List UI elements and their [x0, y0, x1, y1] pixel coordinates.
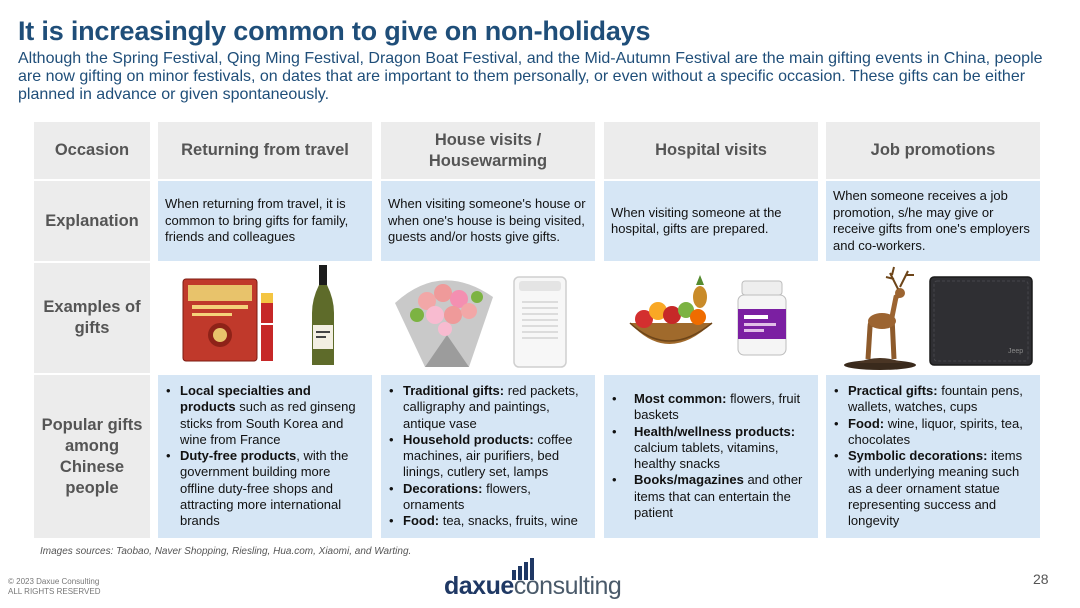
- list-item: • Decorations: flowers, ornaments: [387, 481, 589, 514]
- page-subtitle: Although the Spring Festival, Qing Ming Festival, Dragon Boat Festival, and the Mid-Autumn Festival are the main gifting events in China, people are now gifting on minor festivals, on dates that are important to them personally, or even without a specific occasion. These gifts can be either planned in advance or given spontaneously.: [18, 50, 1043, 103]
- air-purifier-image: [514, 277, 566, 367]
- explanation-job-promotions: [826, 181, 1040, 261]
- explanation-text: When someone receives a job promotion, s/he may give or receive gifts from one's employers and co-workers.: [833, 188, 1030, 253]
- page-title: It is increasingly common to give on non-holidays: [18, 16, 651, 46]
- explanation-returning-travel: [158, 181, 372, 261]
- deer-ornament-statue-image: [844, 267, 916, 370]
- wallet-brand-mark: Jeep: [1008, 348, 1024, 355]
- explanation-text: When visiting someone at the hospital, gifts are prepared.: [611, 204, 782, 236]
- leather-wallet-image: [930, 277, 1032, 365]
- list-item: • Symbolic decorations: items with underlying meaning such as a deer ornament statue representing success and longevity: [832, 448, 1034, 529]
- popular-gifts-job-promotions: [826, 375, 1040, 538]
- list-item: • Health/wellness products: calcium tablets, vitamins, healthy snacks: [610, 424, 812, 473]
- explanation-text: When returning from travel, it is common to bring gifts for family, friends and colleagues: [165, 196, 349, 245]
- row-label-popular-gifts-text: Popular gifts among Chinese people: [41, 415, 143, 497]
- explanation-house-visits: [381, 181, 595, 261]
- logo-wordmark: daxueconsulting: [444, 572, 622, 600]
- ginseng-sticks-image: [261, 293, 273, 361]
- row-label-examples: [34, 263, 150, 373]
- examples-hospital-visits: [604, 263, 818, 373]
- list-item: • Food: wine, liquor, spirits, tea, chocolates: [832, 416, 1034, 449]
- examples-house-visits: [381, 263, 595, 373]
- explanation-text: When visiting someone's house or when one's house is being visited, guests and/or hosts give gifts.: [388, 196, 586, 245]
- fruit-basket-image: [630, 275, 712, 344]
- list-item: • Books/magazines and other items that can entertain the patient: [610, 472, 812, 521]
- flower-bouquet-image: [395, 280, 493, 367]
- rights-line: ALL RIGHTS RESERVED: [8, 587, 101, 596]
- header-job-promotions: Job promotions: [826, 122, 1040, 179]
- red-ginseng-box-image: [183, 279, 257, 361]
- popular-gifts-house-visits: [381, 375, 595, 538]
- gifting-occasions-table: [34, 122, 1040, 538]
- list-item: • Local specialties and products such as red ginseng sticks from South Korea and wine from France: [164, 383, 366, 448]
- examples-job-promotions: [826, 263, 1040, 373]
- row-label-explanation: Explanation: [34, 181, 150, 261]
- row-label-popular-gifts: [34, 375, 150, 538]
- hospital-gifts-illustration: [604, 263, 818, 373]
- header-house-visits-label: House visits / Housewarming: [428, 130, 548, 170]
- travel-gifts-illustration: [158, 263, 372, 373]
- list-item: • Practical gifts: fountain pens, wallets, watches, cups: [832, 383, 1034, 416]
- header-returning-travel: Returning from travel: [158, 122, 372, 179]
- header-hospital-visits: Hospital visits: [604, 122, 818, 179]
- examples-returning-travel: [158, 263, 372, 373]
- popular-gifts-hospital-visits: [604, 375, 818, 538]
- list-item: • Household products: coffee machines, air purifiers, bed linings, cutlery set, lamps: [387, 432, 589, 481]
- list-item: • Food: tea, snacks, fruits, wine: [387, 513, 589, 529]
- header-house-visits: [381, 122, 595, 179]
- explanation-hospital-visits: [604, 181, 818, 261]
- riesling-wine-bottle-image: [312, 265, 334, 365]
- header-occasion: Occasion: [34, 122, 150, 179]
- copyright-line: © 2023 Daxue Consulting: [8, 577, 100, 586]
- daxue-consulting-logo: [444, 558, 644, 602]
- house-gifts-illustration: [381, 263, 595, 373]
- page-number: 28: [1033, 571, 1049, 587]
- list-item: • Duty-free products, with the government building more offline duty-free shops and attracting more international brands: [164, 448, 366, 529]
- list-item: • Traditional gifts: red packets, calligraphy and paintings, antique vase: [387, 383, 589, 432]
- copyright-notice: [8, 577, 100, 597]
- list-item: • Most common: flowers, fruit baskets: [610, 391, 812, 424]
- popular-gifts-returning-travel: [158, 375, 372, 538]
- row-label-examples-text: Examples of gifts: [43, 298, 141, 337]
- vitamin-bottle-image: [738, 281, 786, 355]
- image-sources-note: Images sources: Taobao, Naver Shopping, Riesling, Hua.com, Xiaomi, and Warting.: [40, 546, 412, 557]
- job-gifts-illustration: [826, 263, 1040, 373]
